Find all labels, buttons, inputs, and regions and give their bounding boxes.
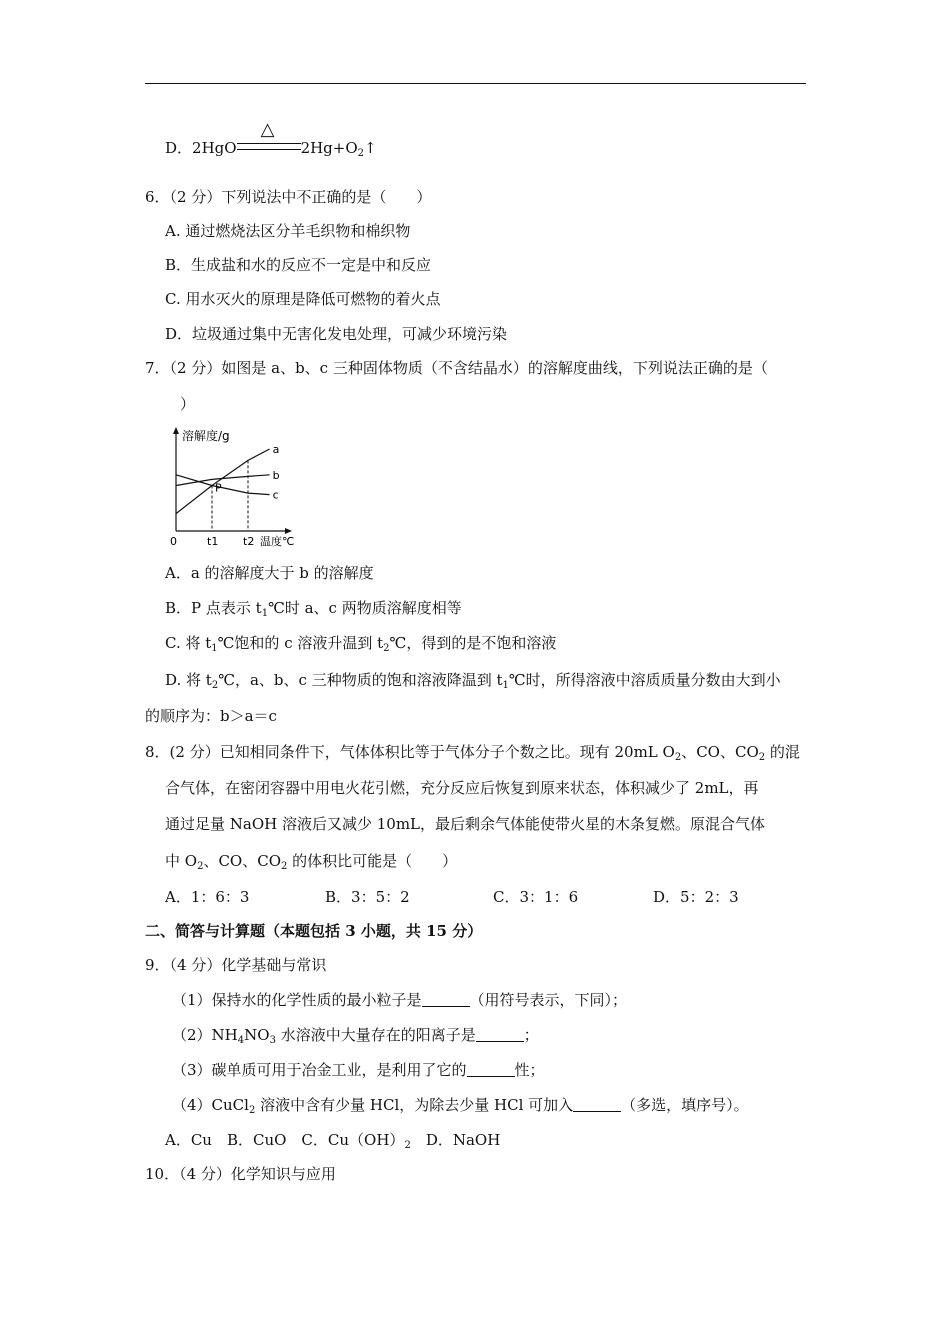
reaction-condition-bar — [237, 119, 301, 150]
origin-label: 0 — [170, 535, 177, 548]
section-2-title: 二、简答与计算题（本题包括 3 小题，共 15 分） — [145, 922, 483, 940]
curve-label-c: c — [272, 488, 279, 502]
x-axis-label: 温度℃ — [260, 535, 295, 548]
curve-b — [176, 475, 270, 486]
x-ticks — [207, 460, 254, 548]
y-axis-label: 溶解度/g — [182, 429, 230, 443]
q8-option-d[interactable]: D．5：2：3 — [653, 888, 739, 906]
curve-a — [176, 449, 270, 514]
q8-stem-line-2: 合气体，在密闭容器中用电火花引燃，充分反应后恢复到原来状态，体积减少了 2mL，再 — [165, 779, 759, 797]
q7-stem-close: ） — [180, 395, 196, 413]
q9-stem: 9．（4 分）化学基础与常识 — [145, 956, 327, 974]
q7-option-d[interactable]: D. 将 $t_2℃$，a、b、c 三种物质的饱和溶液降温到 $t_1℃$时，所得溶液中溶质质量分数由大到小 — [165, 671, 781, 691]
header-rule — [145, 83, 806, 84]
point-p-label: P — [215, 481, 222, 495]
q7-stem: 7．（2 分）如图是 a、b、c 三种固体物质（不含结晶水）的溶解度曲线，下列说法正确的是（ — [145, 359, 768, 377]
q8-stem-line-3: 通过足量 NaOH 溶液后又减少 10mL，最后剩余气体能使带火星的木条复燃。原混合气体 — [165, 815, 766, 833]
q7-option-c[interactable]: C. 将 $t_1℃$饱和的 c 溶液升温到 $t_2℃$，得到的是不饱和溶液 — [165, 634, 557, 654]
q5-option-d[interactable]: D．2HgO △ $2Hg+O_2↑$ — [165, 119, 377, 159]
curve-label-b: b — [272, 468, 280, 482]
q7-option-b[interactable]: B．P 点表示 $t_1℃$时 a、c 两物质溶解度相等 — [165, 599, 462, 619]
tick-label-t2: t2 — [243, 535, 255, 548]
q6-stem: 6．（2 分）下列说法中不正确的是（ ） — [145, 188, 432, 206]
q6-option-b[interactable]: B．生成盐和水的反应不一定是中和反应 — [165, 256, 432, 274]
curve-label-a: a — [272, 443, 280, 456]
q7-option-d-continued: 的顺序为：b＞a＝c — [145, 707, 277, 725]
q6-option-d[interactable]: D．垃圾通过集中无害化发电处理，可减少环境污染 — [165, 325, 508, 343]
q8-option-c[interactable]: C．3：1：6 — [493, 888, 579, 906]
q7-option-a[interactable]: A．a 的溶解度大于 b 的溶解度 — [165, 564, 374, 582]
q9-part-4: （4）CuCl$_2$ 溶液中含有少量 HCl，为除去少量 HCl 可加入 （多选，填序号）。 — [172, 1096, 749, 1116]
x-axis-arrow — [285, 528, 292, 534]
tick-label-t1: t1 — [207, 535, 219, 548]
q8-stem-line-1: 8．(2 分）已知相同条件下，气体体积比等于气体分子个数之比。现有 20mL $O_2$、CO、$CO_2$ 的混 — [145, 743, 800, 763]
heat-condition-symbol: △ — [260, 119, 275, 140]
q9-part-2: $(2)NH_4NO_3$ 水溶液中大量存在的阳离子是 ； — [172, 1026, 539, 1046]
solubility-chart — [160, 425, 310, 550]
q9-blank-4[interactable] — [573, 1097, 621, 1112]
series-lines — [176, 443, 280, 514]
q9-part-3: （3）碳单质可用于冶金工业，是利用了它的 性； — [172, 1061, 545, 1079]
q8-options — [165, 887, 739, 907]
q9-part-1: （1）保持水的化学性质的最小粒子是 （用符号表示，下同）； — [172, 991, 628, 1009]
q10-stem: 10．（4 分）化学知识与应用 — [145, 1165, 336, 1183]
q9-blank-3[interactable] — [467, 1062, 515, 1077]
q8-stem-line-4: 中 $O_2$、CO、$CO_2$ 的体积比可能是（ ） — [165, 852, 458, 872]
q6-option-c[interactable]: C. 用水灭火的原理是降低可燃物的着火点 — [165, 290, 441, 308]
q9-blank-1[interactable] — [422, 992, 470, 1007]
q8-option-b[interactable]: B．3：5：2 — [325, 888, 410, 906]
q9-blank-2[interactable] — [476, 1027, 524, 1042]
q6-option-a[interactable]: A. 通过燃烧法区分羊毛织物和棉织物 — [165, 222, 411, 240]
q9-options[interactable]: A．Cu B．CuO C．$Cu(OH)_2$ D．NaOH — [165, 1131, 501, 1151]
y-axis-arrow — [173, 427, 179, 434]
q8-option-a[interactable]: A．1：6：3 — [165, 888, 250, 906]
